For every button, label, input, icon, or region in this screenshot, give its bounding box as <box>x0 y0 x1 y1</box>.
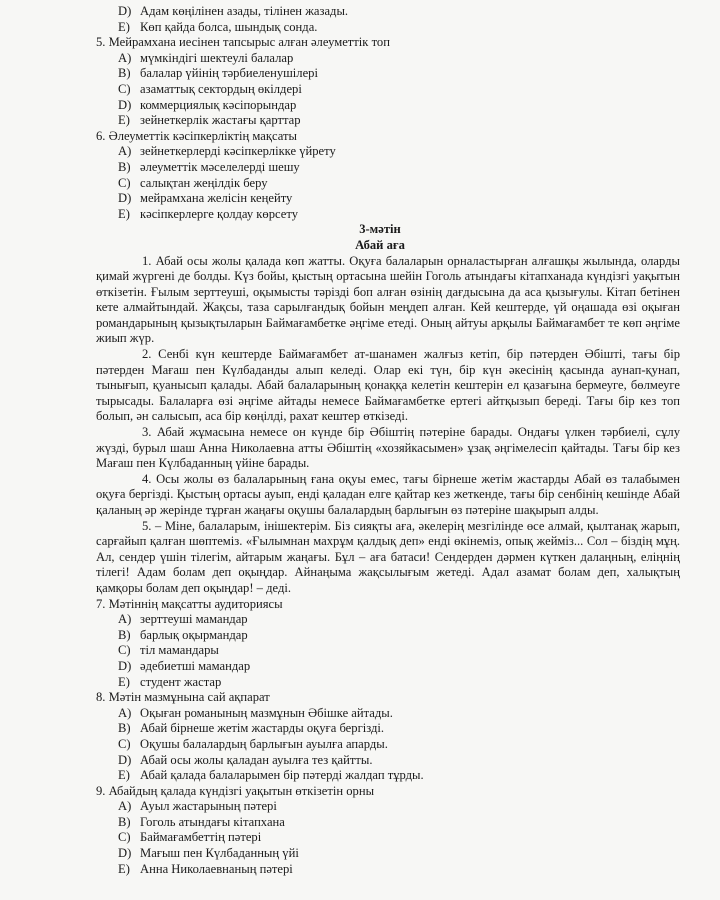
option-text: Анна Николаевнаның пәтері <box>140 861 293 876</box>
answer-option <box>0 830 720 846</box>
answer-option <box>0 191 720 207</box>
answer-option <box>0 721 720 737</box>
question-text: 8. Мәтін мазмұнына сай ақпарат <box>96 690 270 705</box>
answer-option <box>0 612 720 628</box>
answer-option <box>0 98 720 114</box>
answer-option <box>0 659 720 675</box>
top-options <box>0 4 720 35</box>
answer-option <box>0 628 720 644</box>
option-letter: D) <box>118 752 132 767</box>
answer-option <box>0 768 720 784</box>
answer-option <box>0 799 720 815</box>
option-letter: A) <box>118 50 132 65</box>
question-text: 5. Мейрамхана иесінен тапсырыс алған әлеуметтік топ <box>96 35 390 50</box>
option-letter: A) <box>118 705 132 720</box>
answer-option <box>0 144 720 160</box>
option-letter: D) <box>118 97 132 112</box>
option-text: Көп қайда болса, шындық сонда. <box>140 19 318 34</box>
option-text: кәсіпкерлерге қолдау көрсету <box>140 206 298 221</box>
question-text: 6. Әлеуметтік кәсіпкерліктің мақсаты <box>96 128 297 143</box>
option-letter: A) <box>118 144 132 159</box>
text-heading: 3-мәтін <box>359 222 401 237</box>
answer-option <box>0 862 720 878</box>
option-letter: A) <box>118 612 132 627</box>
text-title: Абай аға <box>355 237 405 252</box>
question-text: 7. Мәтіннің мақсатты аудиториясы <box>96 596 283 611</box>
option-letter: B) <box>118 66 131 81</box>
option-text: коммерциялық кәсіпорындар <box>140 97 297 112</box>
option-text: салықтан жеңілдік беру <box>140 175 268 190</box>
option-text: Абай осы жолы қаладан ауылға тез қайтты. <box>140 752 373 767</box>
option-text: Баймағамбеттің пәтері <box>140 830 262 845</box>
answer-option <box>0 4 720 20</box>
option-letter: D) <box>118 846 132 861</box>
option-letter: D) <box>118 658 132 673</box>
option-text: Ауыл жастарының пәтері <box>140 799 277 814</box>
option-text: балалар үйінің тәрбиеленушілері <box>140 66 318 81</box>
answer-option <box>0 815 720 831</box>
answer-option <box>0 753 720 769</box>
option-letter: C) <box>118 81 131 96</box>
paragraph: 4. Осы жолы өз балаларының ғана оқуы емес, тағы бірнеше жетім жастарды Абай өз талабымен оқуға бергізді. Қыстың ортасы ауып, енді қаладан елге қайтар кез жеткенде, тағы бір сенбінің кешінде Абай қаланың әр жерінде тұрған жаңағы оқушы балалардың барлығын өз пәтеріне шақырып алды. <box>96 471 680 517</box>
answer-option <box>0 706 720 722</box>
answer-option <box>0 66 720 82</box>
option-letter: E) <box>118 113 130 128</box>
answer-option <box>0 160 720 176</box>
option-text: мейрамхана желісін кеңейту <box>140 191 293 206</box>
option-letter: D) <box>118 191 132 206</box>
option-text: зейнеткерлік жастағы қарттар <box>140 113 301 128</box>
option-text: Гоголь атындағы кітапхана <box>140 814 285 829</box>
option-letter: C) <box>118 736 131 751</box>
option-text: барлық оқырмандар <box>140 627 248 642</box>
option-letter: E) <box>118 206 130 221</box>
option-letter: D) <box>118 4 132 18</box>
answer-option <box>0 176 720 192</box>
answer-option <box>0 737 720 753</box>
option-text: Адам көңілінен азады, тілінен жазады. <box>140 4 349 18</box>
answer-option <box>0 113 720 129</box>
option-letter: C) <box>118 175 131 190</box>
question-7 <box>0 597 720 691</box>
option-text: Оқыған романының мазмұнын Әбішке айтады. <box>140 705 393 720</box>
option-text: азаматтық сектордың өкілдері <box>140 81 302 96</box>
option-text: зейнеткерлерді кәсіпкерлікке үйрету <box>140 144 336 159</box>
option-text: әдебиетші мамандар <box>140 658 251 673</box>
option-letter: C) <box>118 830 131 845</box>
paragraph: 1. Абай осы жолы қалада көп жатты. Оқуға балаларын орналастырған алғашқы жылында, оларды қимай жүргені де болды. Күз бойы, қыстың ортасына шейін Гоголь атындағы кітапханада күндізгі уақытын өткізетін. Ғылым зерттеуші, оқымысты тәрізді боп алған өзінің дағдысына да аса қызығулы. Кітап бетінен кете алмайтындай. Жақсы, таза сарылғандық бойын меңдеп алған. Кей кештерде, үй оңашада өзі оқыған романдарының қызықтыларын Баймағамбетке әңгіме етеді. Оның айтуы арқылы Баймағамбет те көп әңгіме жиып жүр. <box>96 253 680 346</box>
answer-option <box>0 207 720 223</box>
option-text: Оқушы балалардың барлығын ауылға апарды. <box>140 736 388 751</box>
option-text: әлеуметтік мәселелерді шешу <box>140 159 300 174</box>
option-text: студент жастар <box>140 674 222 689</box>
question-5 <box>0 35 720 129</box>
paragraph: 2. Сенбі күн кештерде Баймағамбет ат-шанамен жалғыз кетіп, бір пәтерден Әбішті, тағы бір пәтерден Мағаш пен Күлбаданды алып келеді. Олар екі түн, бір күн әкесінің қасында аунап-қунап, тынығып, қуанысып қалады. Абай балаларының қонаққа келетін кештерін ел қазағына бермеуге, бөлмеуге тырысады. Балаларға өзі әңгіме айтады немесе Баймағамбетке ертегі айтқызып береді. Тағы бір кез топ болып, ән салысып, аса бір көңілді, рахат кештер өткізеді. <box>96 347 680 424</box>
question-9 <box>0 784 720 878</box>
answer-option <box>0 82 720 98</box>
option-letter: C) <box>118 643 131 658</box>
option-letter: E) <box>118 768 130 783</box>
paragraph: 3. Абай жұмасына немесе он күнде бір Әбіштің пәтеріне барады. Ондағы үлкен тәрбиелі, сұлу жүзді, бурыл шаш Анна Николаевна атты Әбіштің «хозяйкасымен» ұзақ әңгімелесіп қайтады. Тағы бір кез Мағаш пен Күлбаданның үйіне барады. <box>96 425 680 471</box>
option-letter: B) <box>118 627 131 642</box>
option-text: тіл мамандары <box>140 643 219 658</box>
option-letter: B) <box>118 721 131 736</box>
option-letter: A) <box>118 799 132 814</box>
option-text: Абай қалада балаларымен бір пәтерді жалдап тұрды. <box>140 768 424 783</box>
answer-option <box>0 643 720 659</box>
answer-option <box>0 846 720 862</box>
option-letter: E) <box>118 861 130 876</box>
option-text: зерттеуші мамандар <box>140 612 248 627</box>
answer-option <box>0 20 720 36</box>
option-letter: E) <box>118 674 130 689</box>
reading-text <box>0 254 720 597</box>
question-text: 9. Абайдың қалада күндізгі уақытын өткізетін орны <box>96 783 375 798</box>
question-8 <box>0 690 720 784</box>
answer-option <box>0 51 720 67</box>
option-text: Абай бірнеше жетім жастарды оқуға бергізді. <box>140 721 385 736</box>
option-text: Мағыш пен Күлбаданның үйі <box>140 846 299 861</box>
option-letter: B) <box>118 814 131 829</box>
option-letter: E) <box>118 19 130 34</box>
question-6 <box>0 129 720 223</box>
paragraph: 5. – Міне, балаларым, інішектерім. Біз сияқты аға, әкелерің мезгілінде өсе алмай, қылтанақ жарып, сарғайып қалған шөптеміз. «Ғылымнан махрұм қалдық деп» енді өкінеміз, опық жейміз... Сол – біздің мұң. Ал, сендер үшін тілегім, айтарым жаңағы. Бұл – аға батаси! Сендерден дәрмен күткен далаңның, еліңнің тілегі! Адам болам деп оқыңдар. Айнаңыма жақсылығым жетеді. Адал азамат болам деп, халықтың қамқоры болам деп оқыңдар! – деді. <box>96 518 680 595</box>
answer-option <box>0 675 720 691</box>
option-text: мүмкіндігі шектеулі балалар <box>140 50 294 65</box>
option-letter: B) <box>118 159 131 174</box>
